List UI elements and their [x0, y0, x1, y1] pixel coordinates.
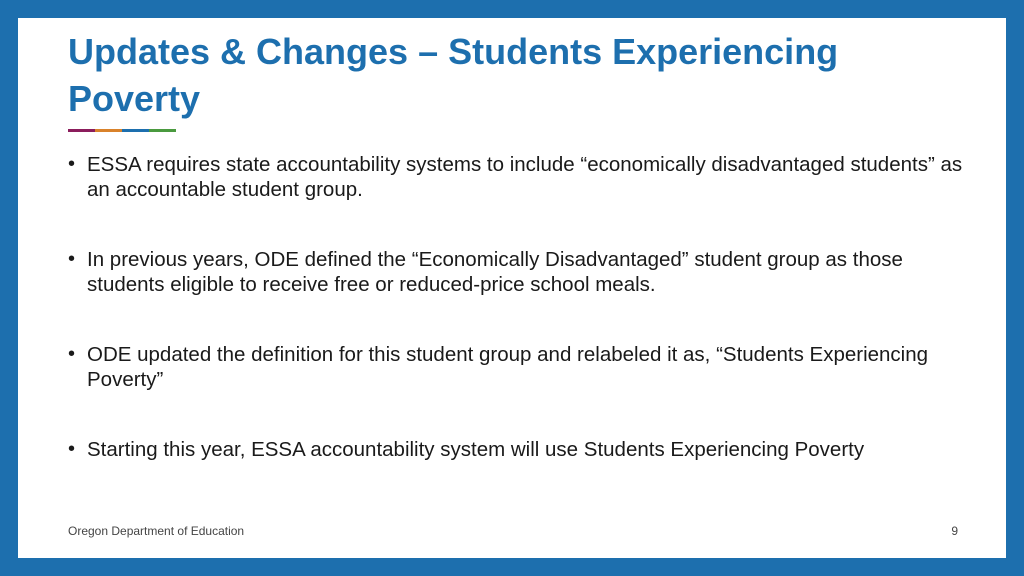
footer-organization: Oregon Department of Education	[68, 524, 245, 538]
bullet-item: • ESSA requires state accountability systems to include “economically disadvantaged students” as an accountable student group.	[68, 152, 968, 202]
bullet-list	[68, 152, 968, 507]
slide-title: Updates & Changes – Students Experiencing Poverty	[68, 31, 839, 119]
accent-segment-3	[122, 129, 149, 132]
slide	[18, 18, 1006, 558]
title-accent-bar	[68, 129, 176, 132]
bullet-item: • Starting this year, ESSA accountability system will use Students Experiencing Poverty	[68, 437, 968, 462]
bullet-item: • In previous years, ODE defined the “Economically Disadvantaged” student group as those students eligible to receive free or reduced-price school meals.	[68, 247, 968, 297]
accent-segment-2	[95, 129, 122, 132]
bullet-item: • ODE updated the definition for this student group and relabeled it as, “Students Experiencing Poverty”	[68, 342, 968, 392]
accent-segment-1	[68, 129, 95, 132]
page-number: 9	[951, 524, 958, 538]
accent-segment-4	[149, 129, 176, 132]
